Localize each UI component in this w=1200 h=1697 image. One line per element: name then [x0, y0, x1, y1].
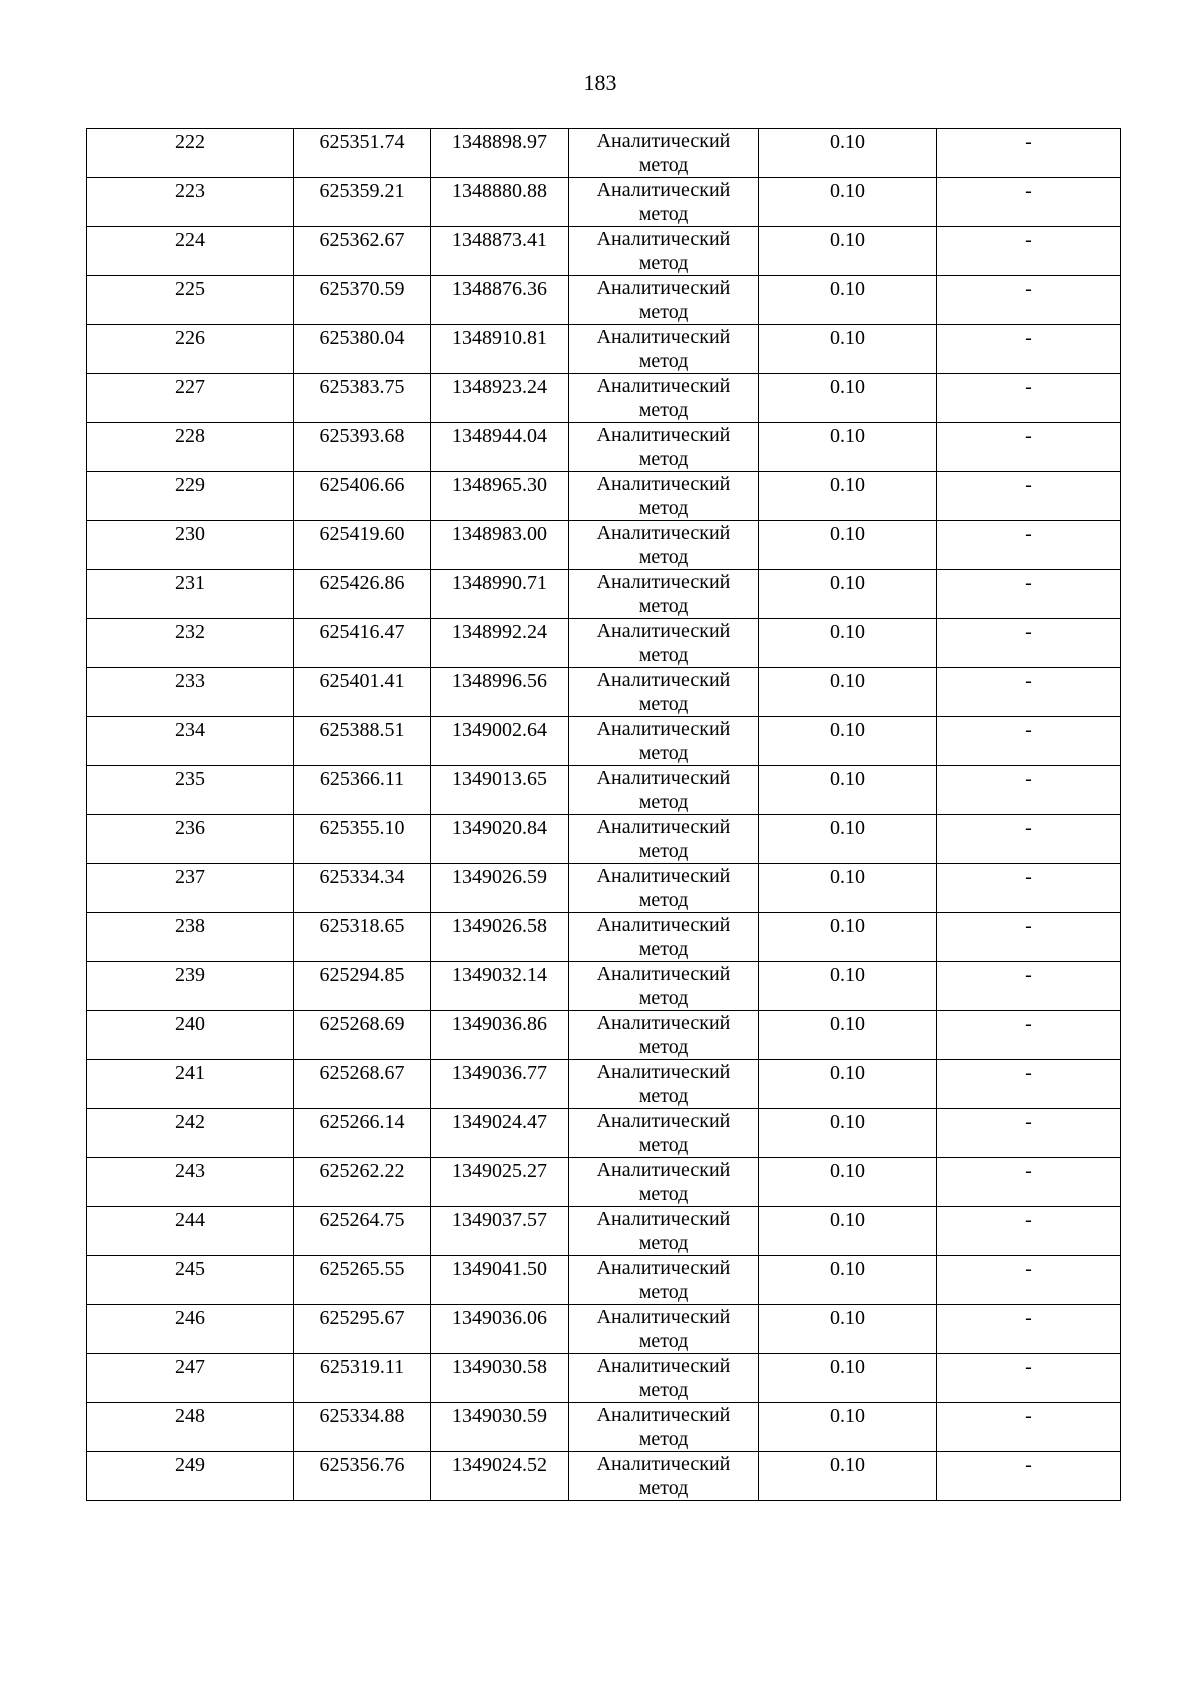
y-coordinate-cell: 1349036.77	[431, 1060, 569, 1109]
y-coordinate-cell: 1348990.71	[431, 570, 569, 619]
table-row	[87, 1305, 1121, 1354]
y-coordinate-cell: 1349024.47	[431, 1109, 569, 1158]
y-coordinate-cell: 1349032.14	[431, 962, 569, 1011]
point-number-cell: 225	[87, 276, 294, 325]
x-coordinate-cell: 625388.51	[294, 717, 431, 766]
note-cell: -	[937, 1011, 1121, 1060]
note-cell: -	[937, 913, 1121, 962]
method-line-2: метод	[638, 546, 689, 568]
y-coordinate-cell: 1349030.59	[431, 1403, 569, 1452]
method-cell	[569, 472, 759, 521]
method-cell	[569, 1109, 759, 1158]
method-line-1: Аналитический	[596, 179, 731, 201]
note-cell: -	[937, 1452, 1121, 1501]
method-cell	[569, 570, 759, 619]
accuracy-cell: 0.10	[759, 717, 937, 766]
y-coordinate-cell: 1348992.24	[431, 619, 569, 668]
coordinates-table	[86, 128, 1121, 1501]
method-line-1: Аналитический	[596, 620, 731, 642]
y-coordinate-cell: 1349036.86	[431, 1011, 569, 1060]
method-line-2: метод	[638, 840, 689, 862]
table-body	[87, 129, 1121, 1501]
accuracy-cell: 0.10	[759, 1158, 937, 1207]
method-line-2: метод	[638, 791, 689, 813]
y-coordinate-cell: 1349036.06	[431, 1305, 569, 1354]
method-cell	[569, 815, 759, 864]
y-coordinate-cell: 1349041.50	[431, 1256, 569, 1305]
x-coordinate-cell: 625294.85	[294, 962, 431, 1011]
x-coordinate-cell: 625268.69	[294, 1011, 431, 1060]
method-line-1: Аналитический	[596, 1306, 731, 1328]
method-line-2: метод	[638, 497, 689, 519]
y-coordinate-cell: 1349024.52	[431, 1452, 569, 1501]
accuracy-cell: 0.10	[759, 864, 937, 913]
method-cell	[569, 1354, 759, 1403]
table-row	[87, 1256, 1121, 1305]
note-cell: -	[937, 717, 1121, 766]
note-cell: -	[937, 325, 1121, 374]
x-coordinate-cell: 625393.68	[294, 423, 431, 472]
y-coordinate-cell: 1349037.57	[431, 1207, 569, 1256]
table-row	[87, 913, 1121, 962]
point-number-cell: 244	[87, 1207, 294, 1256]
method-line-1: Аналитический	[596, 1061, 731, 1083]
x-coordinate-cell: 625318.65	[294, 913, 431, 962]
method-line-2: метод	[638, 399, 689, 421]
note-cell: -	[937, 1256, 1121, 1305]
method-line-1: Аналитический	[596, 326, 731, 348]
method-line-1: Аналитический	[596, 1453, 731, 1475]
method-line-2: метод	[638, 693, 689, 715]
table-row	[87, 815, 1121, 864]
method-line-1: Аналитический	[596, 1012, 731, 1034]
method-line-1: Аналитический	[596, 1404, 731, 1426]
point-number-cell: 240	[87, 1011, 294, 1060]
accuracy-cell: 0.10	[759, 815, 937, 864]
point-number-cell: 224	[87, 227, 294, 276]
accuracy-cell: 0.10	[759, 766, 937, 815]
y-coordinate-cell: 1349025.27	[431, 1158, 569, 1207]
method-line-1: Аналитический	[596, 473, 731, 495]
table-row	[87, 1060, 1121, 1109]
table-row	[87, 276, 1121, 325]
x-coordinate-cell: 625266.14	[294, 1109, 431, 1158]
y-coordinate-cell: 1348910.81	[431, 325, 569, 374]
method-line-2: метод	[638, 1379, 689, 1401]
note-cell: -	[937, 521, 1121, 570]
accuracy-cell: 0.10	[759, 1060, 937, 1109]
accuracy-cell: 0.10	[759, 619, 937, 668]
table-row	[87, 374, 1121, 423]
table-row	[87, 521, 1121, 570]
accuracy-cell: 0.10	[759, 129, 937, 178]
point-number-cell: 248	[87, 1403, 294, 1452]
table-row	[87, 227, 1121, 276]
method-line-1: Аналитический	[596, 1208, 731, 1230]
x-coordinate-cell: 625262.22	[294, 1158, 431, 1207]
method-line-2: метод	[638, 644, 689, 666]
table-row	[87, 717, 1121, 766]
accuracy-cell: 0.10	[759, 227, 937, 276]
note-cell: -	[937, 864, 1121, 913]
table-row	[87, 864, 1121, 913]
method-line-2: метод	[638, 1036, 689, 1058]
method-cell	[569, 1305, 759, 1354]
method-cell	[569, 1403, 759, 1452]
note-cell: -	[937, 1158, 1121, 1207]
method-cell	[569, 1060, 759, 1109]
x-coordinate-cell: 625426.86	[294, 570, 431, 619]
point-number-cell: 223	[87, 178, 294, 227]
point-number-cell: 241	[87, 1060, 294, 1109]
method-line-1: Аналитический	[596, 375, 731, 397]
y-coordinate-cell: 1349026.58	[431, 913, 569, 962]
point-number-cell: 247	[87, 1354, 294, 1403]
note-cell: -	[937, 472, 1121, 521]
point-number-cell: 237	[87, 864, 294, 913]
point-number-cell: 232	[87, 619, 294, 668]
method-line-2: метод	[638, 203, 689, 225]
method-line-1: Аналитический	[596, 571, 731, 593]
method-line-2: метод	[638, 1428, 689, 1450]
method-line-2: метод	[638, 1134, 689, 1156]
table-row	[87, 1109, 1121, 1158]
method-line-1: Аналитический	[596, 1159, 731, 1181]
method-line-2: метод	[638, 301, 689, 323]
accuracy-cell: 0.10	[759, 1011, 937, 1060]
table-row	[87, 1354, 1121, 1403]
note-cell: -	[937, 227, 1121, 276]
accuracy-cell: 0.10	[759, 668, 937, 717]
accuracy-cell: 0.10	[759, 1452, 937, 1501]
method-line-1: Аналитический	[596, 277, 731, 299]
note-cell: -	[937, 276, 1121, 325]
method-line-1: Аналитический	[596, 865, 731, 887]
note-cell: -	[937, 1305, 1121, 1354]
accuracy-cell: 0.10	[759, 1354, 937, 1403]
x-coordinate-cell: 625401.41	[294, 668, 431, 717]
point-number-cell: 227	[87, 374, 294, 423]
point-number-cell: 233	[87, 668, 294, 717]
x-coordinate-cell: 625416.47	[294, 619, 431, 668]
method-cell	[569, 325, 759, 374]
point-number-cell: 230	[87, 521, 294, 570]
table-row	[87, 1452, 1121, 1501]
x-coordinate-cell: 625355.10	[294, 815, 431, 864]
method-line-1: Аналитический	[596, 914, 731, 936]
x-coordinate-cell: 625383.75	[294, 374, 431, 423]
point-number-cell: 229	[87, 472, 294, 521]
note-cell: -	[937, 1354, 1121, 1403]
point-number-cell: 239	[87, 962, 294, 1011]
method-line-2: метод	[638, 350, 689, 372]
point-number-cell: 231	[87, 570, 294, 619]
y-coordinate-cell: 1348898.97	[431, 129, 569, 178]
y-coordinate-cell: 1348965.30	[431, 472, 569, 521]
table-row	[87, 1207, 1121, 1256]
point-number-cell: 243	[87, 1158, 294, 1207]
note-cell: -	[937, 1109, 1121, 1158]
method-line-2: метод	[638, 154, 689, 176]
method-cell	[569, 521, 759, 570]
method-cell	[569, 1158, 759, 1207]
y-coordinate-cell: 1349020.84	[431, 815, 569, 864]
accuracy-cell: 0.10	[759, 521, 937, 570]
x-coordinate-cell: 625362.67	[294, 227, 431, 276]
method-line-1: Аналитический	[596, 718, 731, 740]
y-coordinate-cell: 1349013.65	[431, 766, 569, 815]
method-line-2: метод	[638, 1330, 689, 1352]
method-line-1: Аналитический	[596, 767, 731, 789]
table-row	[87, 668, 1121, 717]
note-cell: -	[937, 570, 1121, 619]
x-coordinate-cell: 625334.88	[294, 1403, 431, 1452]
accuracy-cell: 0.10	[759, 1109, 937, 1158]
method-cell	[569, 178, 759, 227]
method-line-2: метод	[638, 742, 689, 764]
note-cell: -	[937, 962, 1121, 1011]
method-cell	[569, 864, 759, 913]
y-coordinate-cell: 1348880.88	[431, 178, 569, 227]
method-line-2: метод	[638, 987, 689, 1009]
method-cell	[569, 374, 759, 423]
method-line-1: Аналитический	[596, 816, 731, 838]
page-number: 183	[583, 70, 617, 95]
method-cell	[569, 1011, 759, 1060]
note-cell: -	[937, 129, 1121, 178]
accuracy-cell: 0.10	[759, 374, 937, 423]
method-line-2: метод	[638, 889, 689, 911]
method-line-2: метод	[638, 1281, 689, 1303]
method-cell	[569, 423, 759, 472]
point-number-cell: 235	[87, 766, 294, 815]
y-coordinate-cell: 1349030.58	[431, 1354, 569, 1403]
accuracy-cell: 0.10	[759, 472, 937, 521]
x-coordinate-cell: 625406.66	[294, 472, 431, 521]
table-row	[87, 570, 1121, 619]
note-cell: -	[937, 766, 1121, 815]
method-cell	[569, 227, 759, 276]
method-line-2: метод	[638, 1085, 689, 1107]
point-number-cell: 236	[87, 815, 294, 864]
x-coordinate-cell: 625380.04	[294, 325, 431, 374]
accuracy-cell: 0.10	[759, 913, 937, 962]
note-cell: -	[937, 374, 1121, 423]
table-row	[87, 472, 1121, 521]
method-line-2: метод	[638, 1232, 689, 1254]
method-cell	[569, 276, 759, 325]
y-coordinate-cell: 1348996.56	[431, 668, 569, 717]
point-number-cell: 249	[87, 1452, 294, 1501]
method-cell	[569, 913, 759, 962]
point-number-cell: 238	[87, 913, 294, 962]
point-number-cell: 242	[87, 1109, 294, 1158]
table-row	[87, 325, 1121, 374]
method-line-1: Аналитический	[596, 669, 731, 691]
point-number-cell: 245	[87, 1256, 294, 1305]
accuracy-cell: 0.10	[759, 276, 937, 325]
accuracy-cell: 0.10	[759, 178, 937, 227]
method-line-2: метод	[638, 448, 689, 470]
y-coordinate-cell: 1348983.00	[431, 521, 569, 570]
y-coordinate-cell: 1348876.36	[431, 276, 569, 325]
table-row	[87, 1403, 1121, 1452]
method-cell	[569, 668, 759, 717]
x-coordinate-cell: 625356.76	[294, 1452, 431, 1501]
method-line-2: метод	[638, 938, 689, 960]
method-line-2: метод	[638, 595, 689, 617]
accuracy-cell: 0.10	[759, 1256, 937, 1305]
point-number-cell: 226	[87, 325, 294, 374]
method-line-1: Аналитический	[596, 130, 731, 152]
method-cell	[569, 1207, 759, 1256]
x-coordinate-cell: 625264.75	[294, 1207, 431, 1256]
x-coordinate-cell: 625268.67	[294, 1060, 431, 1109]
accuracy-cell: 0.10	[759, 1207, 937, 1256]
method-line-1: Аналитический	[596, 1257, 731, 1279]
method-line-2: метод	[638, 252, 689, 274]
x-coordinate-cell: 625359.21	[294, 178, 431, 227]
x-coordinate-cell: 625265.55	[294, 1256, 431, 1305]
accuracy-cell: 0.10	[759, 570, 937, 619]
note-cell: -	[937, 619, 1121, 668]
x-coordinate-cell: 625334.34	[294, 864, 431, 913]
note-cell: -	[937, 178, 1121, 227]
table-row	[87, 619, 1121, 668]
accuracy-cell: 0.10	[759, 325, 937, 374]
method-line-1: Аналитический	[596, 963, 731, 985]
method-line-1: Аналитический	[596, 1355, 731, 1377]
table-row	[87, 962, 1121, 1011]
table-row	[87, 1158, 1121, 1207]
note-cell: -	[937, 1207, 1121, 1256]
accuracy-cell: 0.10	[759, 1305, 937, 1354]
method-cell	[569, 766, 759, 815]
x-coordinate-cell: 625370.59	[294, 276, 431, 325]
x-coordinate-cell: 625295.67	[294, 1305, 431, 1354]
note-cell: -	[937, 815, 1121, 864]
y-coordinate-cell: 1348923.24	[431, 374, 569, 423]
accuracy-cell: 0.10	[759, 423, 937, 472]
y-coordinate-cell: 1349026.59	[431, 864, 569, 913]
method-cell	[569, 619, 759, 668]
point-number-cell: 228	[87, 423, 294, 472]
x-coordinate-cell: 625319.11	[294, 1354, 431, 1403]
table-row	[87, 1011, 1121, 1060]
y-coordinate-cell: 1348873.41	[431, 227, 569, 276]
y-coordinate-cell: 1349002.64	[431, 717, 569, 766]
x-coordinate-cell: 625366.11	[294, 766, 431, 815]
method-line-1: Аналитический	[596, 1110, 731, 1132]
method-cell	[569, 962, 759, 1011]
method-line-1: Аналитический	[596, 424, 731, 446]
accuracy-cell: 0.10	[759, 962, 937, 1011]
note-cell: -	[937, 1403, 1121, 1452]
accuracy-cell: 0.10	[759, 1403, 937, 1452]
point-number-cell: 222	[87, 129, 294, 178]
method-line-1: Аналитический	[596, 228, 731, 250]
point-number-cell: 246	[87, 1305, 294, 1354]
method-line-1: Аналитический	[596, 522, 731, 544]
table-row	[87, 423, 1121, 472]
y-coordinate-cell: 1348944.04	[431, 423, 569, 472]
x-coordinate-cell: 625419.60	[294, 521, 431, 570]
note-cell: -	[937, 668, 1121, 717]
x-coordinate-cell: 625351.74	[294, 129, 431, 178]
method-cell	[569, 717, 759, 766]
method-cell	[569, 129, 759, 178]
method-cell	[569, 1256, 759, 1305]
table-row	[87, 766, 1121, 815]
note-cell: -	[937, 423, 1121, 472]
point-number-cell: 234	[87, 717, 294, 766]
note-cell: -	[937, 1060, 1121, 1109]
method-line-2: метод	[638, 1183, 689, 1205]
method-cell	[569, 1452, 759, 1501]
method-line-2: метод	[638, 1477, 689, 1499]
table-row	[87, 178, 1121, 227]
table-row	[87, 129, 1121, 178]
